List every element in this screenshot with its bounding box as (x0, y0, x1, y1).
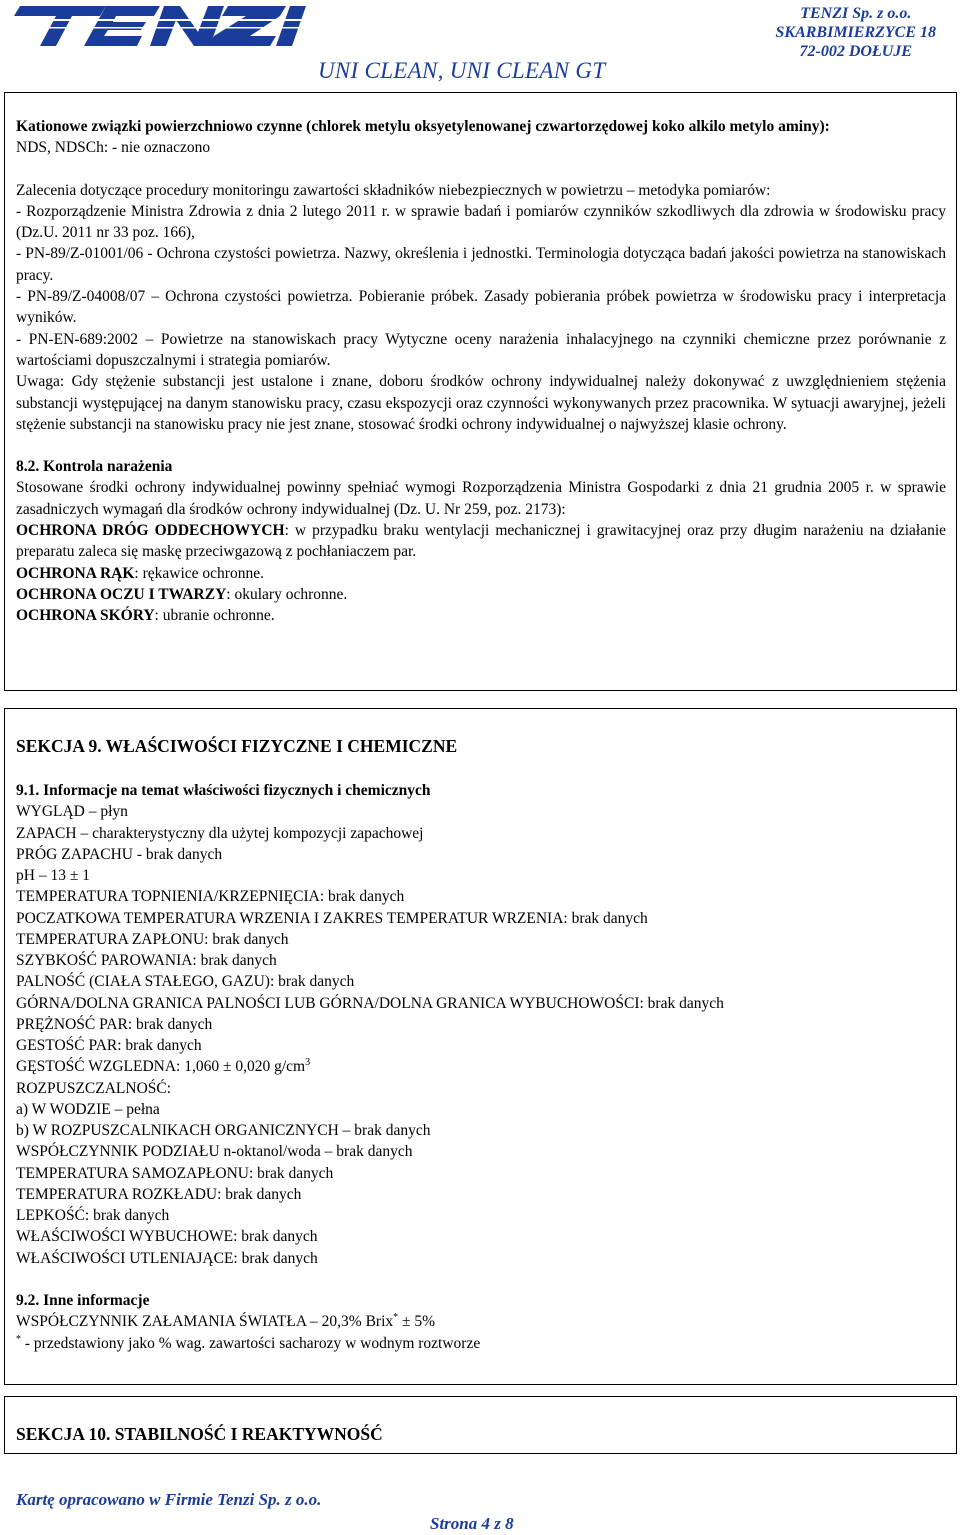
property-list-1 (16, 801, 946, 1056)
nds-value: NDS, NDSCh: - nie oznaczono (16, 139, 211, 157)
property2-row-4: TEMPERATURA SAMOZAPŁONU: brak danych (16, 1164, 334, 1182)
company-name: TENZI Sp. z o.o. (800, 5, 912, 22)
refraction-star: * (393, 1312, 399, 1324)
refraction-text: WSPÓŁCZYNNIK ZAŁAMANIA ŚWIATŁA – 20,3% Brix (16, 1313, 394, 1331)
property2-row-6: LEPKOŚĆ: brak danych (16, 1207, 170, 1224)
chemical-title: Kationowe związki powierzchniowo czynne (chlorek metylu oksyetylenowanej czwartorzędowej koko alkilo metylo aminy): (16, 118, 830, 135)
note: Uwaga: Gdy stężenie substancji jest ustalone i znane, doboru środków ochrony indywidualnej należy dokonywać z uwzględnieniem stężenia substancji występującej na danym stanowisku pracy, czasu ekspozycji oraz czynności wykonywanych przez pracownika. W sytuacji awaryjnej, jeżeli stężenie substancji na stanowisku pracy nie jest znane, stosować środki ochrony indywidualnej o najwyższej klasie ochrony. (16, 373, 946, 433)
property-row-6: TEMPERATURA ZAPŁONU: brak danych (16, 930, 289, 948)
hand-label: OCHRONA RĄK (16, 564, 135, 582)
property2-row-8: WŁAŚCIWOŚCI UTLENIAJĄCE: brak danych (16, 1249, 318, 1267)
refraction-row (16, 1311, 946, 1332)
company-city: 72-002 DOŁUJE (799, 43, 912, 60)
hand-text: : rękawice ochronne. (134, 564, 264, 582)
property-row-11: GESTOŚĆ PAR: brak danych (16, 1037, 202, 1054)
property2-row-0: ROZPUSZCZALNOŚĆ: (16, 1079, 172, 1097)
density-row (16, 1056, 946, 1077)
footer-prepared-by: Kartę opracowano w Firmie Tenzi Sp. z o.o. (16, 1490, 322, 1509)
footnote-row (16, 1333, 946, 1354)
regulation-4: - PN-EN-689:2002 – Powietrze na stanowiskach pracy Wytyczne oceny narażenia inhalacyjnego na czynniki chemiczne przez porównanie z wartościami dopuszczalnymi i strategia pomiarów. (16, 330, 946, 369)
respiratory-text: : w przypadku braku wentylacji mechanicznej i grawitacyjnej oraz przy długim narażeniu na działanie preparatu zaleca się maskę przeciwgazową z pochłaniaczem par. (16, 522, 947, 561)
section-9-2-title: 9.2. Inne informacje (16, 1292, 150, 1309)
density-exponent: 3 (305, 1057, 311, 1069)
property-row-7: SZYBKOŚĆ PAROWANIA: brak danych (16, 952, 277, 969)
property-row-10: PRĘŻNOŚĆ PAR: brak danych (16, 1015, 213, 1033)
property-row-4: TEMPERATURA TOPNIENIA/KRZEPNIĘCIA: brak danych (16, 888, 405, 906)
section-9-title: SEKCJA 9. WŁAŚCIWOŚCI FIZYCZNE I CHEMICZNE (16, 736, 458, 756)
property2-row-2: b) W ROZPUSZCALNIKACH ORGANICZNYCH – brak danych (16, 1122, 431, 1139)
property2-row-1: a) W WODZIE – pełna (16, 1100, 160, 1118)
skin-label: OCHRONA SKÓRY (16, 607, 155, 625)
density-text: GĘSTOŚĆ WZGLEDNA: 1,060 ± 0,020 g/cm (16, 1058, 306, 1076)
eye-text: : okulary ochronne. (226, 585, 348, 603)
regulation-3: - PN-89/Z-04008/07 – Ochrona czystości powietrza. Pobieranie próbek. Zasady pobierania próbek powietrza w środowisku pracy i interpretacja wyników. (16, 288, 946, 327)
company-block (776, 4, 937, 61)
eye-protection (16, 584, 946, 605)
property-row-5: POCZATKOWA TEMPERATURA WRZENIA I ZAKRES TEMPERATUR WRZENIA: brak danych (16, 909, 648, 927)
property-row-1: ZAPACH – charakterystyczny dla użytej kompozycji zapachowej (16, 824, 424, 842)
regulation-1: - Rozporządzenie Ministra Zdrowia z dnia 2 lutego 2011 r. w sprawie badań i pomiarów czynników szkodliwych dla zdrowia w środowisku pracy (Dz.U. 2011 nr 33 poz. 166), (16, 202, 946, 242)
respiratory-protection (16, 520, 946, 563)
footnote-text: - przedstawiony jako % wag. zawartości sacharozy w wodnym roztworze (21, 1334, 481, 1352)
hand-protection (16, 563, 946, 584)
section9-properties (16, 780, 946, 1354)
property-row-2: PRÓG ZAPACHU - brak danych (16, 845, 223, 863)
footnote-star: * (16, 1333, 21, 1345)
product-name: UNI CLEAN, UNI CLEAN GT (318, 58, 606, 83)
eye-label: OCHRONA OCZU I TWARZY (16, 585, 227, 603)
section-9-1-title: 9.1. Informacje na temat właściwości fizycznych i chemicznych (16, 782, 431, 799)
property-list-2 (16, 1078, 946, 1269)
property-row-8: PALNOŚĆ (CIAŁA STAŁEGO, GAZU): brak danych (16, 973, 355, 991)
section-8-2-text: Stosowane środki ochrony indywidualnej powinny spełniać wymogi Rozporządzenia Ministra Gospodarki z dnia 21 grudnia 2005 r. w sprawie zasadniczych wymagań dla środków ochrony indywidualnej (Dz. U. Nr 259, poz. 2173): (16, 479, 946, 518)
refraction-tolerance: ± 5% (398, 1313, 436, 1331)
section8-content (16, 116, 946, 627)
footer-page-number: Strona 4 z 8 (430, 1514, 514, 1533)
property-row-9: GÓRNA/DOLNA GRANICA PALNOŚCI LUB GÓRNA/DOLNA GRANICA WYBUCHOWOŚCI: brak danych (16, 994, 724, 1012)
skin-text: : ubranie ochronne. (154, 607, 275, 625)
tenzi-logo (14, 2, 306, 46)
property-row-0: WYGLĄD – płyn (16, 803, 128, 821)
regulation-2: - PN-89/Z-01001/06 - Ochrona czystości powietrza. Nazwy, określenia i jednostki. Terminologia dotycząca badań jakości powietrza na stanowiskach pracy. (16, 245, 946, 284)
section-10-title: SEKCJA 10. STABILNOŚĆ I REAKTYWNOŚĆ (16, 1424, 383, 1444)
property2-row-3: WSPÓŁCZYNNIK PODZIAŁU n-oktanol/woda – brak danych (16, 1143, 413, 1161)
property2-row-5: TEMPERATURA ROZKŁADU: brak danych (16, 1185, 302, 1203)
respiratory-label: OCHRONA DRÓG ODDECHOWYCH (16, 522, 285, 540)
company-street: SKARBIMIERZYCE 18 (775, 24, 936, 41)
property-row-3: pH – 13 ± 1 (16, 867, 90, 884)
property2-row-7: WŁAŚCIWOŚCI WYBUCHOWE: brak danych (16, 1228, 318, 1246)
section-8-2-title: 8.2. Kontrola narażenia (16, 458, 173, 476)
skin-protection (16, 605, 946, 626)
monitoring-intro: Zalecenia dotyczące procedury monitoringu zawartości składników niebezpiecznych w powietrzu – metodyka pomiarów: (16, 181, 771, 199)
